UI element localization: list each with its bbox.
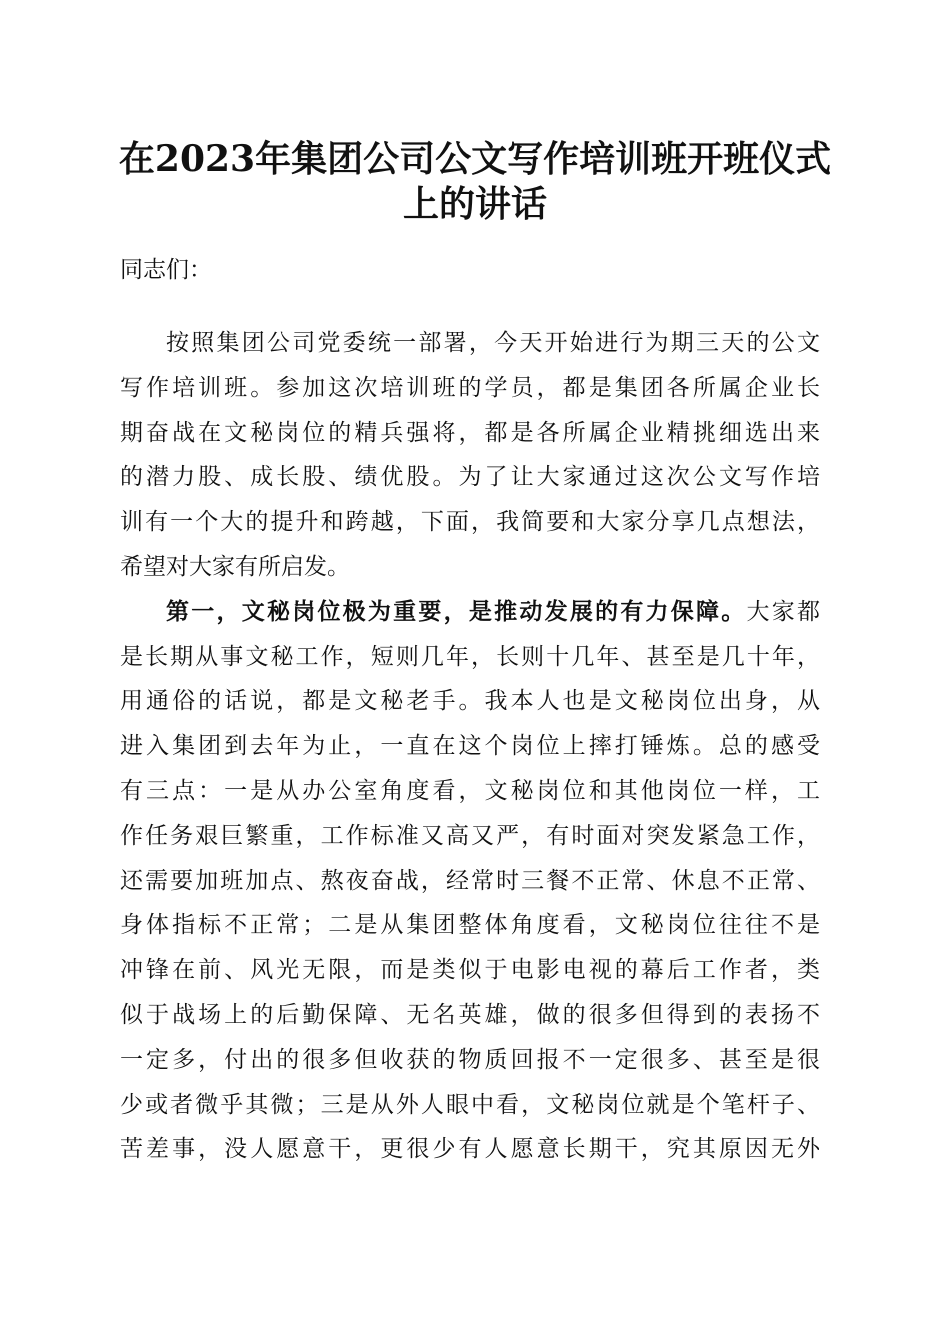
text-line: 身体指标不正常；二是从集团整体角度看，文秘岗位往往不是 [120,912,820,939]
text-line: 写作培训班。参加这次培训班的学员，都是集团各所属企业长 [120,374,820,401]
text-line: 希望对大家有所启发。 [120,553,350,580]
text-line: 似于战场上的后勤保障、无名英雄，做的很多但得到的表扬不 [120,1001,820,1028]
text-line: 训有一个大的提升和跨越，下面，我简要和大家分享几点想法， [120,509,820,536]
document-title [0,137,950,227]
text-segment: 大家都 [746,598,821,625]
title-line-2: 上的讲话 [402,183,547,225]
text-line: 期奋战在文秘岗位的精兵强将，都是各所属企业精挑细选出来 [120,419,820,446]
text-line: 用通俗的话说，都是文秘老手。我本人也是文秘岗位出身，从 [120,688,820,715]
title-line-1: 在2023年集团公司公文写作培训班开班仪式 [118,138,832,180]
text-line: 一定多，付出的很多但收获的物质回报不一定很多、甚至是很 [120,1046,820,1073]
paragraph-2 [120,596,820,1178]
text-line: 有三点：一是从办公室角度看，文秘岗位和其他岗位一样，工 [120,777,820,804]
text-line: 还需要加班加点、熬夜奋战，经常时三餐不正常、休息不正常、 [120,867,820,894]
salutation: 同志们： [120,257,212,283]
text-line: 作任务艰巨繁重，工作标准又高又严，有时面对突发紧急工作， [120,822,820,849]
text-line: 的潜力股、成长股、绩优股。为了让大家通过这次公文写作培 [120,464,820,491]
document-body [120,327,820,1178]
text-line: 少或者微乎其微；三是从外人眼中看，文秘岗位就是个笔杆子、 [120,1091,820,1118]
text-line: 苦差事，没人愿意干，更很少有人愿意长期干，究其原因无外 [120,1136,820,1163]
text-line: 按照集团公司党委统一部署，今天开始进行为期三天的公文 [166,330,820,356]
text-line: 是长期从事文秘工作，短则几年，长则十几年、甚至是几十年， [120,643,820,670]
text-line: 冲锋在前、风光无限，而是类似于电影电视的幕后工作者，类 [120,957,820,984]
paragraph-1 [120,327,820,596]
paragraph-lead-heading: 第一，文秘岗位极为重要，是推动发展的有力保障。 [166,597,747,625]
text-line: 进入集团到去年为止，一直在这个岗位上摔打锤炼。总的感受 [120,733,820,760]
text-line [120,596,820,641]
